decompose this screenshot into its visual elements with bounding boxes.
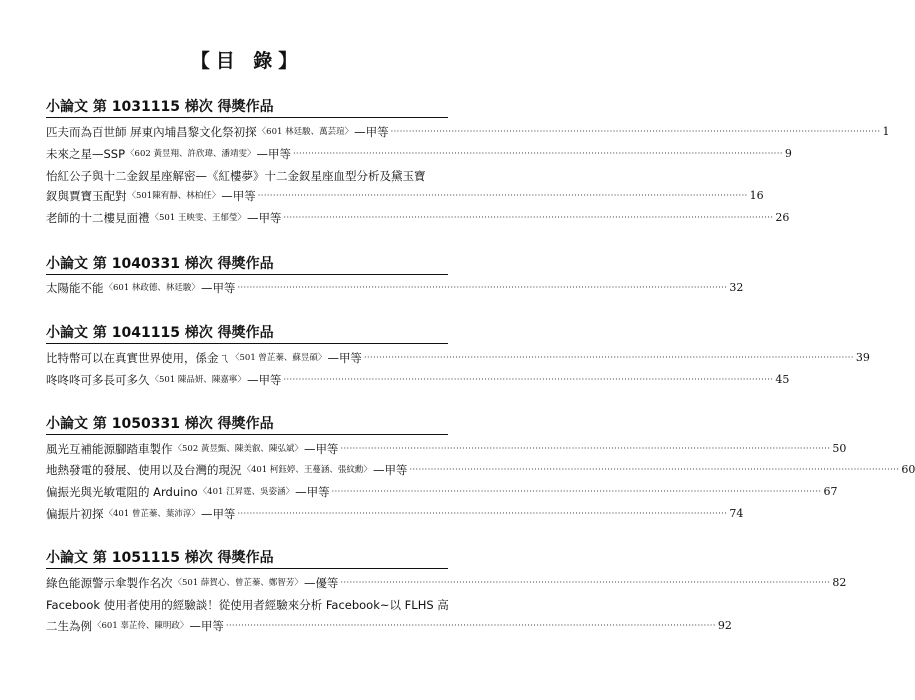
dot-leader: ································································································································································· — [292, 149, 783, 158]
entry-authors: 〈502 黃昱甄、陳美叡、陳弘斌〉 — [173, 444, 303, 454]
entry-title-continued: 二生為例 — [46, 619, 92, 633]
dot-leader: ································································································································································· — [409, 465, 900, 474]
section-divider-5 — [46, 568, 448, 569]
section-heading-2: 小論文 第 1040331 梯次 得獎作品 — [46, 256, 274, 272]
toc-entry[interactable] — [46, 371, 790, 389]
entry-authors: 〈601 林政德、林廷駿〉 — [104, 283, 200, 293]
dot-leader: ································································································································································· — [237, 509, 728, 518]
entry-award: —甲等 — [200, 281, 236, 295]
entry-title: 老師的十二樓見面禮 — [46, 211, 150, 225]
dot-leader: ································································································································································· — [363, 353, 854, 362]
entry-authors: 〈501 王映雯、王郁瑩〉 — [150, 213, 246, 223]
dot-leader: ································································································································································· — [257, 191, 748, 200]
entry-page-number: 50 — [832, 442, 847, 455]
entry-title: 偏振片初探 — [46, 507, 104, 521]
entry-title-continued: 釵與賈寶玉配對 — [46, 189, 127, 203]
section-heading-4: 小論文 第 1050331 梯次 得獎作品 — [46, 416, 274, 432]
entry-award: —甲等 — [303, 442, 339, 456]
toc-entry[interactable] — [46, 145, 792, 163]
toc-entry[interactable] — [46, 440, 847, 458]
dot-leader: ································································································································································· — [340, 578, 831, 587]
dot-leader: ································································································································································· — [283, 375, 774, 384]
entry-page-number: 26 — [775, 211, 790, 224]
section-divider-1 — [46, 117, 448, 118]
entry-page-number: 45 — [775, 373, 790, 386]
entry-page-number: 39 — [855, 351, 870, 364]
toc-entry[interactable] — [46, 461, 915, 479]
section-divider-3 — [46, 343, 448, 344]
entry-page-number: 32 — [729, 281, 744, 294]
entry-authors: 〈601 辜芷伶、陳明政〉 — [93, 621, 189, 631]
entry-title: 綠色能源警示傘製作名次 — [46, 576, 173, 590]
toc-entry-title-line[interactable]: Facebook 使用者使用的經驗談！從使用者經驗來分析 Facebook~以 FLHS 高 — [46, 598, 449, 612]
toc-entry[interactable] — [46, 617, 732, 635]
entry-authors: 〈501 薛賀心、曾芷蓁、鄭智芳〉 — [173, 578, 303, 588]
dot-leader: ································································································································································· — [390, 127, 881, 136]
entry-award: —甲等 — [221, 189, 256, 203]
entry-authors: 〈501陳宥靜、林柏任〉 — [127, 191, 221, 201]
toc-entry[interactable] — [46, 187, 764, 205]
entry-page-number: 82 — [832, 576, 847, 589]
toc-entry[interactable] — [46, 505, 744, 523]
entry-page-number: 74 — [729, 507, 744, 520]
entry-authors: 〈401 江昇霆、吳姿涵〉 — [198, 487, 295, 497]
entry-award: —甲等 — [189, 619, 224, 633]
entry-page-number: 1 — [882, 125, 890, 138]
entry-authors: 〈601 林廷駿、萬芸瑄〉 — [257, 127, 354, 137]
entry-award: —甲等 — [200, 507, 236, 521]
dot-leader: ································································································································································· — [237, 283, 728, 292]
entry-title: 偏振光與光敏電阻的 Arduino — [46, 485, 198, 499]
entry-title: 咚咚咚可多長可多久 — [46, 373, 150, 387]
entry-page-number: 92 — [717, 619, 732, 632]
entry-authors: 〈401 柯鈺婷、王蔓涵、張紋勳〉 — [242, 465, 372, 475]
entry-title: 比特幣可以在真實世界使用，係金ㄟ — [46, 351, 230, 365]
dot-leader: ································································································································································· — [331, 487, 822, 496]
entry-award: —甲等 — [372, 463, 408, 477]
entry-authors: 〈401 曾芷蓁、葉沛淳〉 — [104, 509, 200, 519]
entry-page-number: 16 — [749, 189, 764, 202]
entry-page-number: 67 — [823, 485, 838, 498]
entry-title: 太陽能不能 — [46, 281, 104, 295]
entry-authors: 〈602 黃昱翔、許欣瑋、潘靖雯〉 — [126, 149, 256, 159]
entry-award: —甲等 — [327, 351, 362, 365]
dot-leader: ································································································································································· — [283, 213, 774, 222]
toc-entry[interactable] — [46, 483, 838, 501]
section-heading-1: 小論文 第 1031115 梯次 得獎作品 — [46, 99, 274, 115]
toc-entry[interactable] — [46, 209, 790, 227]
dot-leader: ································································································································································· — [340, 444, 831, 453]
dot-leader: ································································································································································· — [225, 621, 716, 630]
entry-award: —甲等 — [354, 125, 389, 139]
entry-authors: 〈501 陳品妍、陳嘉寧〉 — [150, 375, 246, 385]
entry-award: —甲等 — [295, 485, 330, 499]
toc-entry[interactable] — [46, 123, 890, 141]
section-divider-2 — [46, 274, 448, 275]
page-title: 【目 錄】 — [190, 50, 304, 72]
entry-title: 風光互補能源腳踏車製作 — [46, 442, 173, 456]
section-divider-4 — [46, 434, 448, 435]
entry-award: —優等 — [303, 576, 339, 590]
entry-page-number: 60 — [901, 463, 915, 476]
toc-entry[interactable] — [46, 279, 744, 297]
entry-title: 地熱發電的發展、使用以及台灣的現況 — [46, 463, 242, 477]
toc-entry[interactable] — [46, 574, 847, 592]
toc-entry[interactable] — [46, 349, 870, 367]
toc-entry-title-line[interactable]: 怡紅公子與十二金釵星座解密—《紅樓夢》十二金釵星座血型分析及黛玉寶 — [46, 169, 426, 183]
entry-award: —甲等 — [246, 211, 282, 225]
entry-award: —甲等 — [246, 373, 282, 387]
entry-authors: 〈501 曾芷蓁、蘇昱碩〉 — [231, 353, 327, 363]
entry-page-number: 9 — [784, 147, 792, 160]
section-heading-5: 小論文 第 1051115 梯次 得獎作品 — [46, 550, 274, 566]
section-heading-3: 小論文 第 1041115 梯次 得獎作品 — [46, 325, 274, 341]
entry-title: 未來之星—SSP — [46, 147, 126, 161]
entry-title: 匹夫而為百世師 屏東內埔昌黎文化祭初探 — [46, 125, 257, 139]
entry-award: —甲等 — [256, 147, 291, 161]
